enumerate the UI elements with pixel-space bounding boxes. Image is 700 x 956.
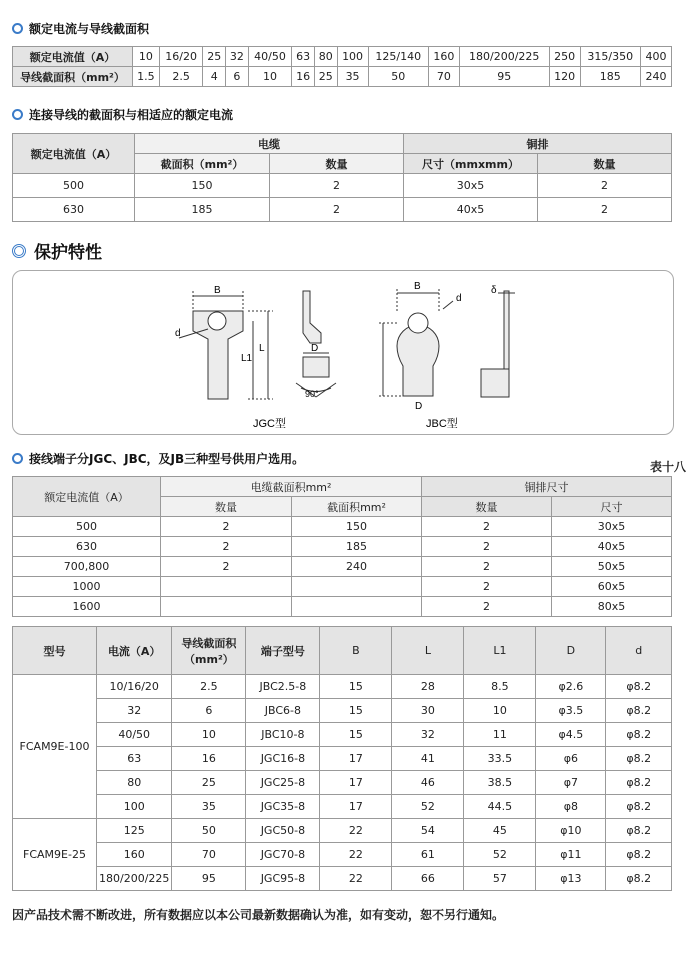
cell: 35 (172, 795, 246, 819)
cable-copper-table (12, 133, 672, 222)
label-b-jbc: B (414, 281, 421, 292)
current-cell: 315/350 (580, 47, 640, 67)
cell: 630 (13, 537, 161, 557)
cell: 630 (13, 198, 135, 222)
cell: 15 (320, 675, 392, 699)
current-cell: 10 (133, 47, 160, 67)
header-cell: 数量 (538, 154, 672, 174)
cell: 2 (422, 577, 552, 597)
label-D-side: D (311, 343, 319, 354)
table-row (13, 577, 672, 597)
current-cell: 25 (203, 47, 226, 67)
header-cell: 型号 (13, 627, 97, 675)
current-cell: 100 (337, 47, 368, 67)
section-heading (12, 20, 149, 37)
cell: φ8.2 (606, 771, 672, 795)
cell: JBC2.5-8 (246, 675, 320, 699)
label-d-jbc: d (456, 293, 462, 304)
cell: 30x5 (552, 517, 672, 537)
cell: 2 (422, 537, 552, 557)
label-jbc: JBC型 (426, 418, 458, 430)
header-cell: 电缆 (135, 134, 404, 154)
header-cell: B (320, 627, 392, 675)
table-row (13, 675, 672, 699)
table-row (13, 134, 672, 154)
cell: 25 (172, 771, 246, 795)
header-cell: 端子型号 (246, 627, 320, 675)
cell: φ4.5 (536, 723, 606, 747)
header-cell: 数量 (422, 497, 552, 517)
cell: φ8.2 (606, 819, 672, 843)
label-D-jbc: D (415, 401, 423, 412)
cell: φ8.2 (606, 675, 672, 699)
cell: 185 (135, 198, 270, 222)
header-cell: 电缆截面积mm² (161, 477, 422, 497)
cell: φ6 (536, 747, 606, 771)
cell: 2 (422, 517, 552, 537)
cell: 160 (97, 843, 172, 867)
cell: 2 (270, 198, 404, 222)
table-row (13, 795, 672, 819)
cell: φ7 (536, 771, 606, 795)
area-cell: 185 (580, 67, 640, 87)
terminal-diagram (13, 271, 675, 436)
current-area-table (12, 46, 672, 87)
cell: 1600 (13, 597, 161, 617)
cell: JBC6-8 (246, 699, 320, 723)
table-row (13, 699, 672, 723)
label-angle: 90° (305, 389, 319, 399)
cell: 17 (320, 771, 392, 795)
cell: 17 (320, 747, 392, 771)
cell: 32 (392, 723, 464, 747)
table-row (13, 198, 672, 222)
table-row (13, 843, 672, 867)
cell: φ8.2 (606, 747, 672, 771)
table-tag: 表十八 (649, 460, 686, 474)
cell: 2 (538, 198, 672, 222)
header-cell: 截面积（mm²） (135, 154, 270, 174)
cell: 1000 (13, 577, 161, 597)
cell: 10/16/20 (97, 675, 172, 699)
cell: 100 (97, 795, 172, 819)
header-cell: L1 (464, 627, 536, 675)
current-cell: 16/20 (159, 47, 203, 67)
area-cell: 4 (203, 67, 226, 87)
cell: φ3.5 (536, 699, 606, 723)
table-row (13, 67, 672, 87)
cell: φ10 (536, 819, 606, 843)
area-cell: 35 (337, 67, 368, 87)
header-cell: 铜排尺寸 (422, 477, 672, 497)
cell: 40/50 (97, 723, 172, 747)
section-heading (12, 450, 304, 467)
cell: JGC16-8 (246, 747, 320, 771)
cell: 2 (538, 174, 672, 198)
table-row (13, 627, 672, 675)
header-cell: 数量 (161, 497, 292, 517)
table-row (13, 47, 672, 67)
cell: 22 (320, 843, 392, 867)
cell: φ8 (536, 795, 606, 819)
row-label: 额定电流值（A） (13, 47, 133, 67)
header-cell: 铜排 (404, 134, 672, 154)
bullet-circle-icon (12, 453, 23, 464)
label-delta: δ (491, 285, 497, 296)
current-cell: 180/200/225 (459, 47, 549, 67)
cell: φ11 (536, 843, 606, 867)
cell (292, 597, 422, 617)
label-b: B (214, 285, 221, 296)
cell: JGC25-8 (246, 771, 320, 795)
area-cell: 120 (549, 67, 580, 87)
label-jgc: JGC型 (253, 418, 286, 430)
cell: 180/200/225 (97, 867, 172, 891)
table-row (13, 557, 672, 577)
current-cell: 160 (428, 47, 459, 67)
cell: 17 (320, 795, 392, 819)
header-cell: 截面积mm² (292, 497, 422, 517)
area-cell: 70 (428, 67, 459, 87)
cell: JBC10-8 (246, 723, 320, 747)
cell: 95 (172, 867, 246, 891)
cell: 44.5 (464, 795, 536, 819)
cell: 125 (97, 819, 172, 843)
cell: φ8.2 (606, 843, 672, 867)
header-cell: d (606, 627, 672, 675)
cell: 61 (392, 843, 464, 867)
cell: JGC50-8 (246, 819, 320, 843)
cell: 54 (392, 819, 464, 843)
cell: 46 (392, 771, 464, 795)
terminal-diagram-panel (12, 270, 674, 435)
cell (161, 577, 292, 597)
cell: 2 (161, 557, 292, 577)
cell: 40x5 (552, 537, 672, 557)
cell: 2 (270, 174, 404, 198)
area-cell: 2.5 (159, 67, 203, 87)
cell: 2 (161, 537, 292, 557)
cell: 33.5 (464, 747, 536, 771)
cell: 38.5 (464, 771, 536, 795)
cell: 30x5 (404, 174, 538, 198)
cell: φ13 (536, 867, 606, 891)
current-cell: 40/50 (248, 47, 292, 67)
model-cell: FCAM9E-25 (13, 819, 97, 891)
row-label: 导线截面积（mm²） (13, 67, 133, 87)
cell: 22 (320, 867, 392, 891)
section-title: 额定电流与导线截面积 (29, 22, 150, 36)
header-cell: 额定电流值（A） (13, 134, 135, 174)
section-title: 接线端子分JGC、JBC，及JB三种型号供用户选用。 (29, 452, 305, 466)
cell: 32 (97, 699, 172, 723)
cell: φ8.2 (606, 699, 672, 723)
header-cell: 额定电流值（A） (13, 477, 161, 517)
cell: 15 (320, 699, 392, 723)
cell: 52 (464, 843, 536, 867)
cell: 63 (97, 747, 172, 771)
cell: 185 (292, 537, 422, 557)
cell: JGC35-8 (246, 795, 320, 819)
table-row (13, 477, 672, 497)
area-cell: 16 (292, 67, 315, 87)
cell: 28 (392, 675, 464, 699)
area-cell: 6 (226, 67, 249, 87)
bullet-circle-icon (12, 109, 23, 120)
cell: 2 (422, 597, 552, 617)
footnote: 因产品技术需不断改进，所有数据应以本公司最新数据确认为准，如有变动，恕不另行通知。 (12, 908, 505, 922)
cell: 6 (172, 699, 246, 723)
header-cell: 数量 (270, 154, 404, 174)
header-cell: 尺寸（mmxmm） (404, 154, 538, 174)
cell: 16 (172, 747, 246, 771)
table-row (13, 174, 672, 198)
current-cell: 32 (226, 47, 249, 67)
header-cell: D (536, 627, 606, 675)
cell: 10 (464, 699, 536, 723)
label-d-small: d (175, 328, 181, 339)
cell: 52 (392, 795, 464, 819)
cell: 70 (172, 843, 246, 867)
current-cell: 125/140 (368, 47, 428, 67)
cell: 8.5 (464, 675, 536, 699)
cell: φ8.2 (606, 723, 672, 747)
current-cell: 250 (549, 47, 580, 67)
header-cell: 电流（A） (97, 627, 172, 675)
table-row (13, 747, 672, 771)
header-cell: 导线截面积（mm²） (172, 627, 246, 675)
cell: 10 (172, 723, 246, 747)
cell: 150 (135, 174, 270, 198)
terminal-spec-table (12, 626, 672, 891)
cell: φ8.2 (606, 795, 672, 819)
table-row (13, 819, 672, 843)
cell: 2 (422, 557, 552, 577)
header-cell: L (392, 627, 464, 675)
cell: 22 (320, 819, 392, 843)
cell: 15 (320, 723, 392, 747)
header-cell: 尺寸 (552, 497, 672, 517)
section-title: 连接导线的截面积与相适应的额定电流 (29, 108, 234, 122)
cell: 11 (464, 723, 536, 747)
cable-area-table (12, 476, 672, 617)
jbc-side-view (481, 291, 515, 397)
current-cell: 63 (292, 47, 315, 67)
section-heading (12, 238, 102, 263)
cell: 40x5 (404, 198, 538, 222)
cell (161, 597, 292, 617)
label-l1: L1 (241, 353, 253, 364)
area-cell: 10 (248, 67, 292, 87)
table-row (13, 597, 672, 617)
cell: 50x5 (552, 557, 672, 577)
model-cell: FCAM9E-100 (13, 675, 97, 819)
area-cell: 50 (368, 67, 428, 87)
cell: 45 (464, 819, 536, 843)
area-cell: 1.5 (133, 67, 160, 87)
bullet-circle-icon (12, 244, 26, 258)
cell: 500 (13, 174, 135, 198)
table-row (13, 771, 672, 795)
cell: JGC95-8 (246, 867, 320, 891)
cell: φ8.2 (606, 867, 672, 891)
cell: 150 (292, 517, 422, 537)
cell: 41 (392, 747, 464, 771)
cell: 66 (392, 867, 464, 891)
cell: 50 (172, 819, 246, 843)
current-cell: 400 (640, 47, 671, 67)
label-l: L (259, 343, 265, 354)
cell: 700,800 (13, 557, 161, 577)
cell: 500 (13, 517, 161, 537)
cell: 2.5 (172, 675, 246, 699)
cell (292, 577, 422, 597)
table-row (13, 517, 672, 537)
cell: 80x5 (552, 597, 672, 617)
jbc-front-view (379, 289, 453, 396)
current-cell: 80 (314, 47, 337, 67)
cell: φ2.6 (536, 675, 606, 699)
cell: 30 (392, 699, 464, 723)
section-heading (12, 106, 233, 123)
cell: 2 (161, 517, 292, 537)
bullet-circle-icon (12, 23, 23, 34)
table-row (13, 723, 672, 747)
area-cell: 240 (640, 67, 671, 87)
cell: 80 (97, 771, 172, 795)
area-cell: 25 (314, 67, 337, 87)
cell: JGC70-8 (246, 843, 320, 867)
table-row (13, 867, 672, 891)
area-cell: 95 (459, 67, 549, 87)
cell: 57 (464, 867, 536, 891)
cell: 240 (292, 557, 422, 577)
cell: 60x5 (552, 577, 672, 597)
section-title: 保护特性 (34, 243, 102, 263)
table-row (13, 537, 672, 557)
